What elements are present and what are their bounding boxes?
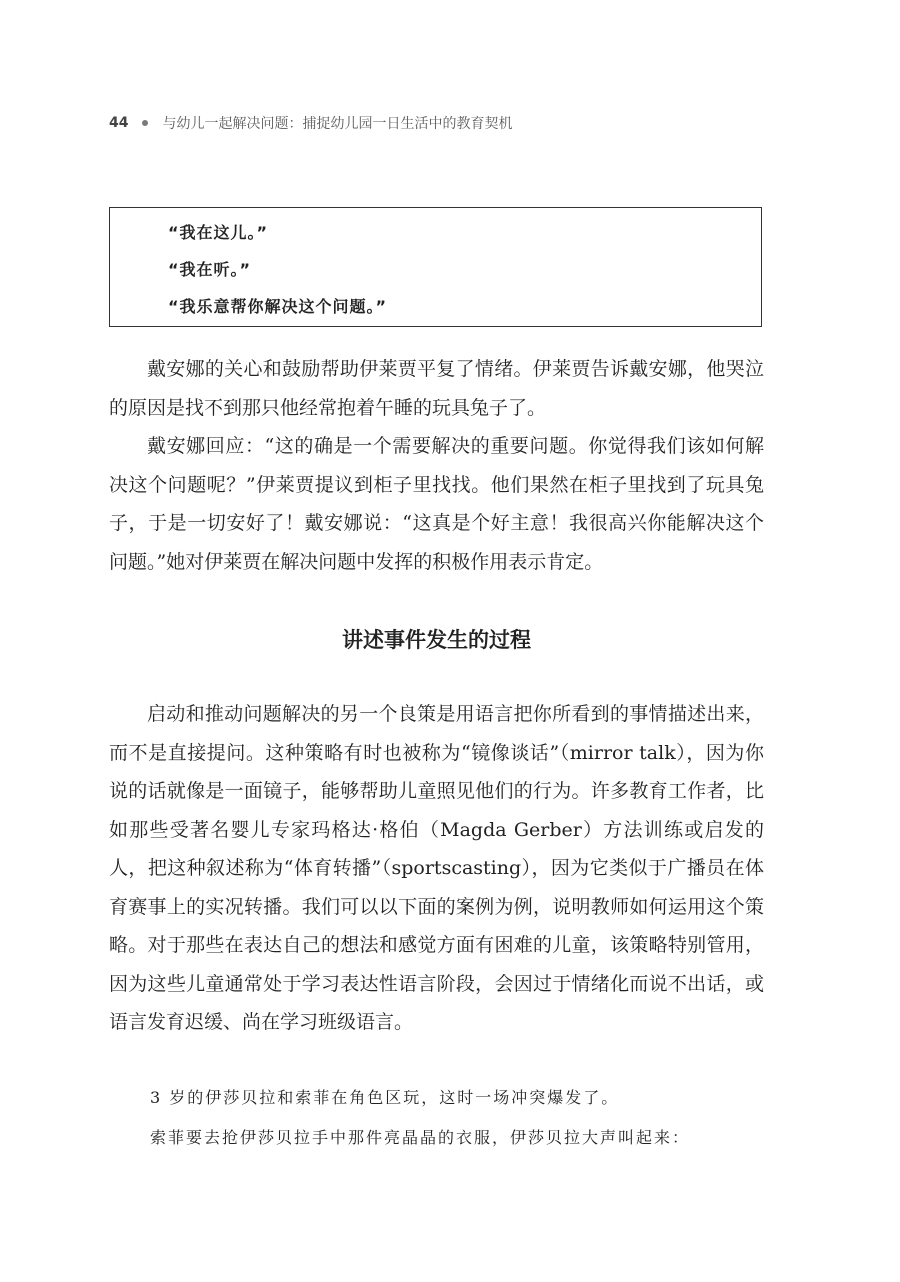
bullet-separator-icon (142, 120, 148, 126)
book-title: 与幼儿一起解决问题：捕捉幼儿园一日生活中的教育契机 (162, 116, 513, 132)
quote-box (109, 207, 762, 327)
quote-line: “我在这儿。” (168, 223, 269, 242)
body-paragraph: 启动和推动问题解决的另一个良策是用语言把你所看到的事情描述出来，而不是直接提问。这种策略有时也被称为“镜像谈话”（mirror talk），因为你说的话就像是一面镜子，能够帮助儿童照见他们的行为。许多教育工作者，比如那些受著名婴儿专家玛格达·格伯（Magda Gerber）方法训练或启发的人，把这种叙述称为“体育转播”（sportscasting），因为它类似于广播员在体育赛事上的实况转播。我们可以以下面的案例为例，说明教师如何运用这个策略。对于那些在表达自己的想法和感觉方面有困难的儿童，该策略特别管用，因为这些儿童通常处于学习表达性语言阶段，会因过于情绪化而说不出话，或语言发育迟缓、尚在学习班级语言。 (109, 703, 764, 1033)
page-number: 44 (109, 115, 129, 131)
quote-line: “我在听。” (168, 260, 252, 279)
case-text-line: 索菲要去抢伊莎贝拉手中那件亮晶晶的衣服，伊莎贝拉大声叫起来： (150, 1128, 691, 1147)
body-paragraph: 戴安娜的关心和鼓励帮助伊莱贾平复了情绪。伊莱贾告诉戴安娜，他哭泣的原因是找不到那只他经常抱着午睡的玩具兔子了。 (109, 358, 764, 419)
running-header (109, 112, 512, 134)
section-heading: 讲述事件发生的过程 (342, 628, 531, 652)
quote-line: “我乐意帮你解决这个问题。” (168, 297, 388, 316)
body-paragraph: 戴安娜回应：“这的确是一个需要解决的重要问题。你觉得我们该如何解决这个问题呢？”伊莱贾提议到柜子里找找。他们果然在柜子里找到了玩具兔子，于是一切安好了！戴安娜说：“这真是个好主意！我很高兴你能解决这个问题。”她对伊莱贾在解决问题中发挥的积极作用表示肯定。 (109, 435, 764, 573)
case-text-line: 3 岁的伊莎贝拉和索菲在角色区玩，这时一场冲突爆发了。 (150, 1088, 620, 1107)
